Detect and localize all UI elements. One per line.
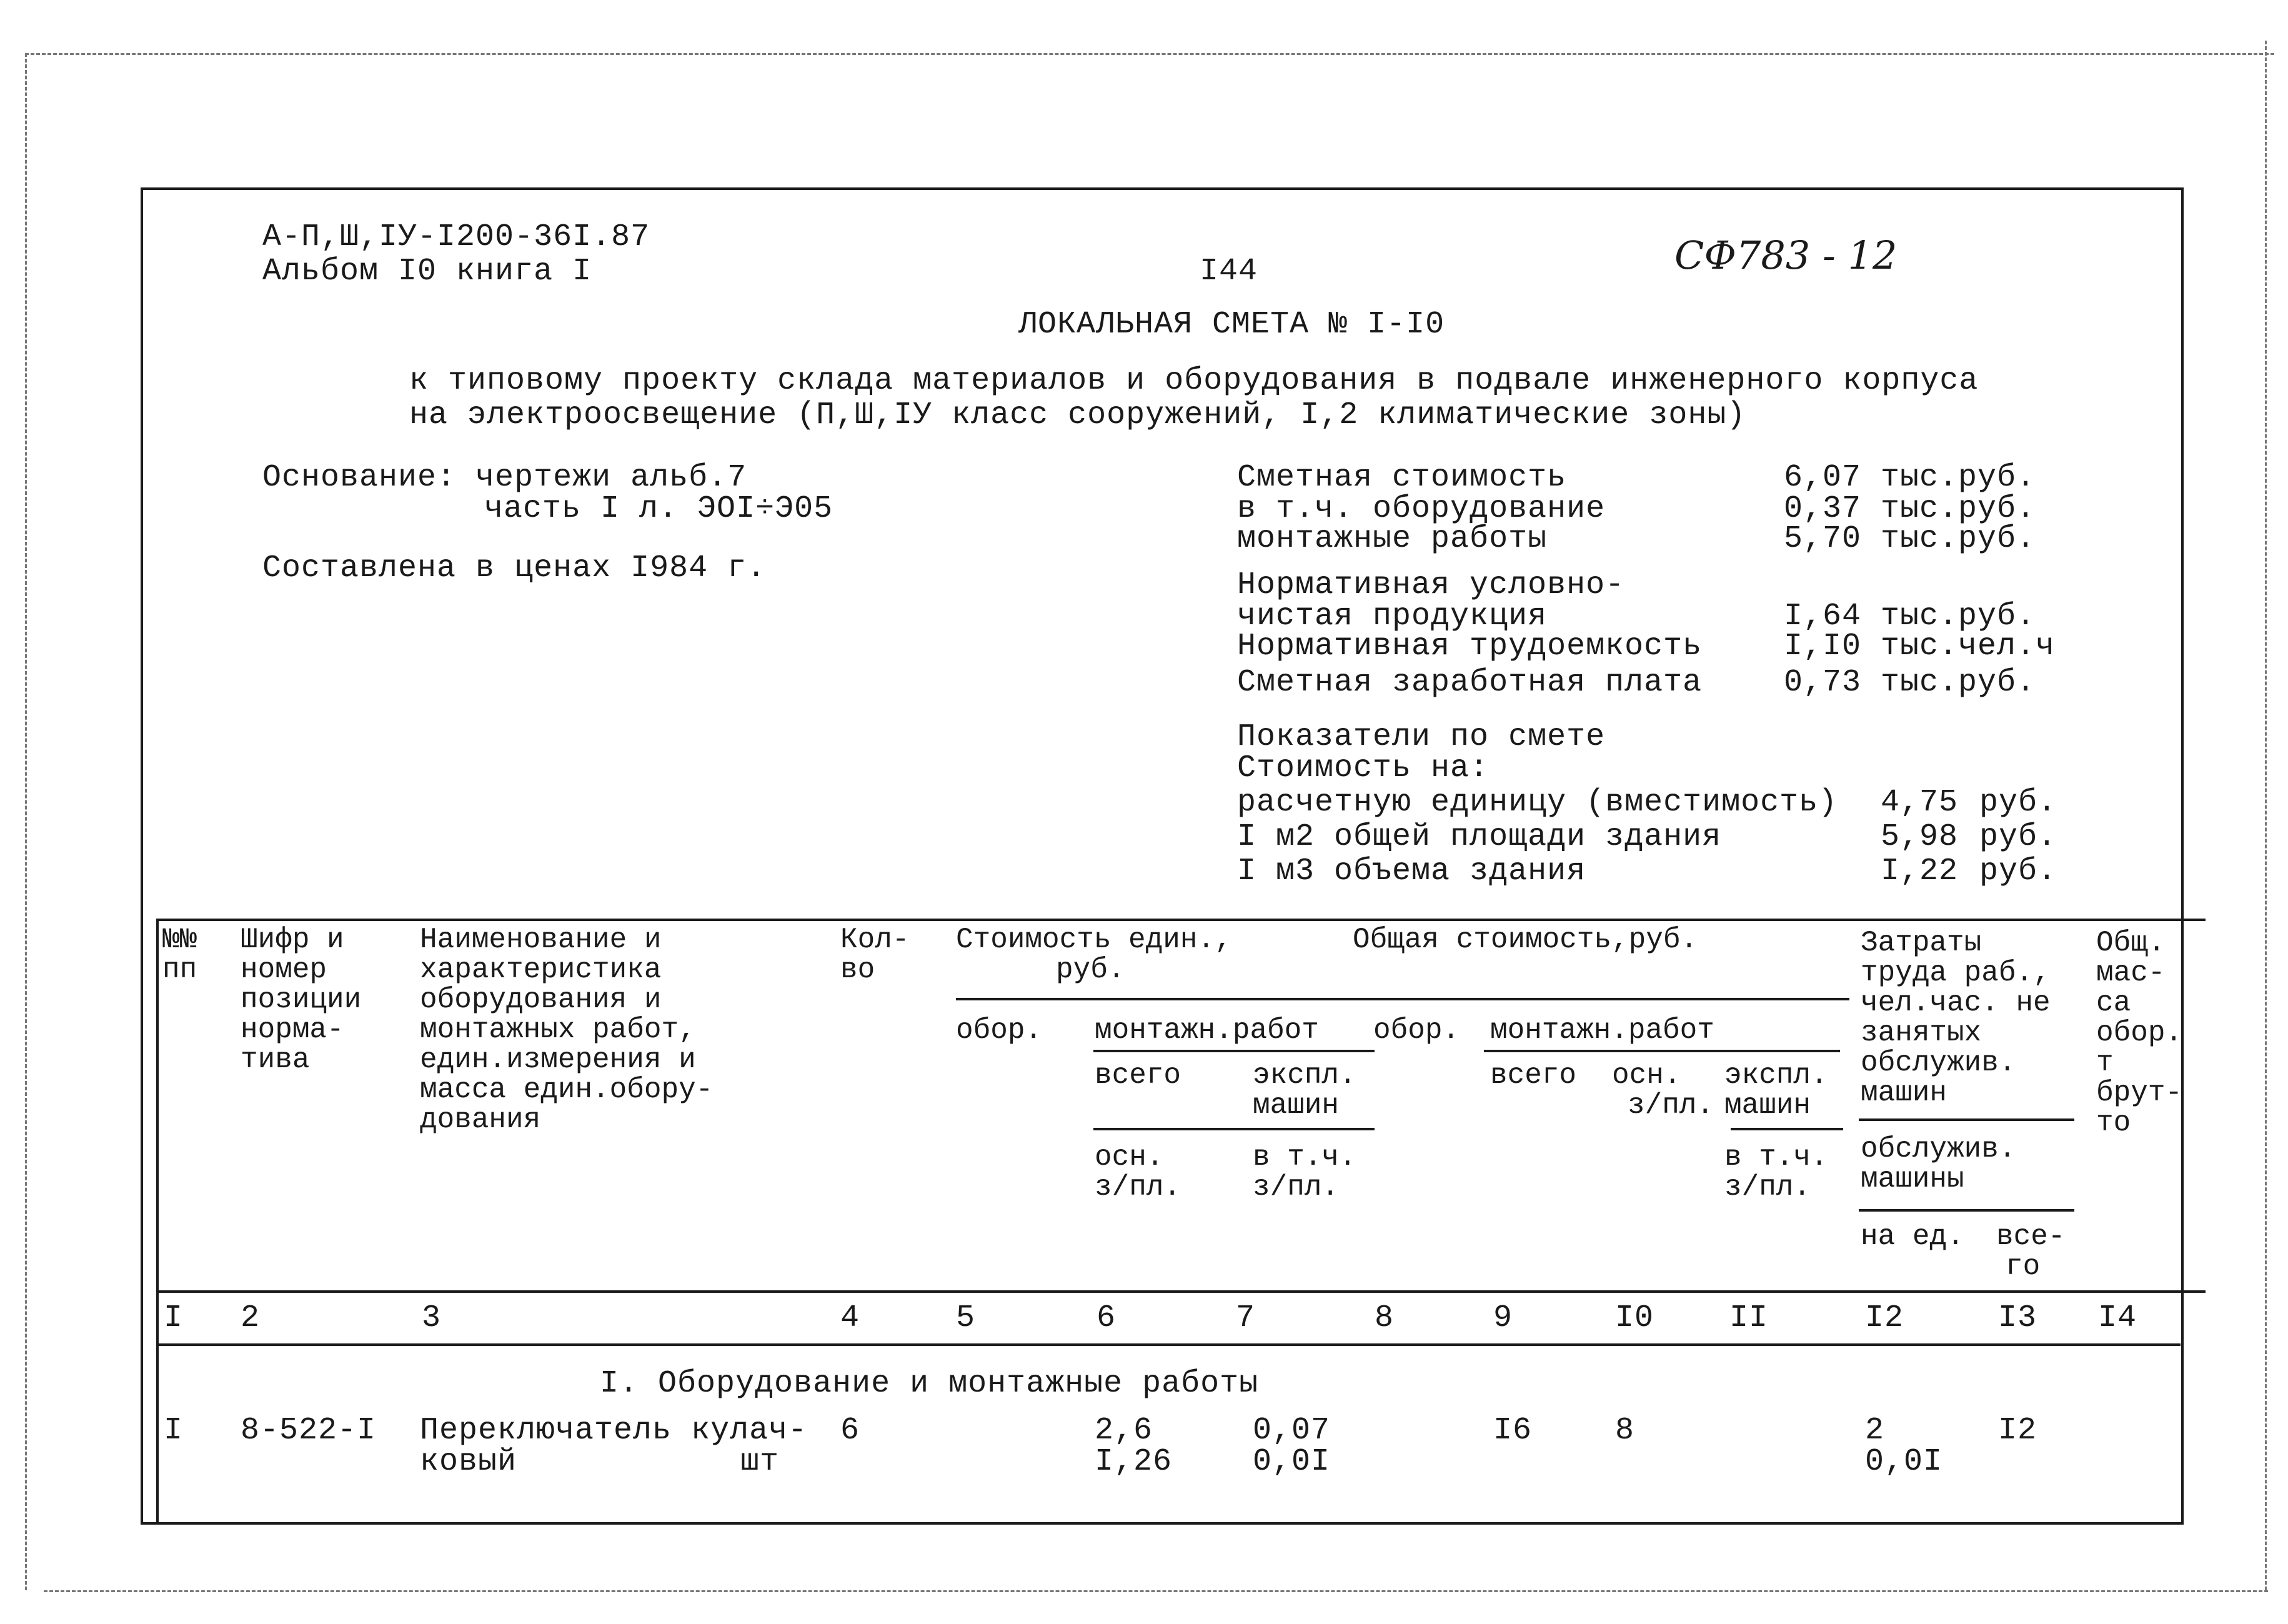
column-number: ІІ bbox=[1729, 1300, 1769, 1336]
summary-label: чистая продукция bbox=[1237, 599, 1548, 634]
summary-value: І,64 bbox=[1784, 599, 1862, 634]
column-number: 5 bbox=[956, 1300, 976, 1336]
row-c12-bottom: 0,0І bbox=[1865, 1444, 1943, 1480]
summary-unit: тыс.чел.ч bbox=[1881, 629, 2056, 664]
ekspl-1-header: экспл. машин bbox=[1253, 1059, 1356, 1122]
scan-frame-left bbox=[25, 53, 27, 1590]
rule-under-montazh-2 bbox=[1484, 1050, 1840, 1052]
obor-2-header: обор. bbox=[1373, 1014, 1460, 1047]
table-left-rule bbox=[156, 919, 159, 1525]
basis-line-2: часть І л. ЭОІ÷Э05 bbox=[484, 491, 833, 527]
row-name-line-1: Переключатель кулач- bbox=[420, 1413, 808, 1448]
ekspl-2-header: экспл. машин bbox=[1724, 1059, 1828, 1122]
rule-under-obsl bbox=[1859, 1209, 2074, 1212]
col4-header: Кол- во bbox=[840, 924, 910, 986]
summary-unit: тыс.руб. bbox=[1881, 521, 2036, 557]
total-cost-header: Общая стоимость,руб. bbox=[1353, 924, 1698, 956]
osn-1-header: осн. з/пл. bbox=[1095, 1141, 1181, 1203]
na-ed-header: на ед. bbox=[1861, 1220, 1964, 1253]
row-name-line-2: ковый bbox=[420, 1444, 517, 1480]
summary-value: І,І0 bbox=[1784, 629, 1862, 664]
column-numbers-bottom-rule bbox=[156, 1343, 2181, 1346]
summary-label: Нормативная трудоемкость bbox=[1237, 629, 1703, 664]
row-code: 8-522-І bbox=[241, 1413, 377, 1448]
indicator-label: расчетную единицу (вместимость) bbox=[1237, 785, 1838, 820]
estimate-subtitle-1: к типовому проекту склада материалов и оборудования в подвале инженерного корпуса bbox=[409, 363, 1979, 399]
summary-unit: тыс.руб. bbox=[1881, 491, 2036, 527]
scan-frame-right bbox=[2265, 41, 2267, 1590]
table-header-bottom-rule bbox=[156, 1290, 2206, 1293]
summary-label: Нормативная условно- bbox=[1237, 567, 1625, 603]
indicator-label: І м3 объема здания bbox=[1237, 854, 1586, 889]
summary-unit: тыс.руб. bbox=[1881, 599, 2036, 634]
row-c6-bottom: І,26 bbox=[1095, 1444, 1173, 1480]
vsego-2-header: всего bbox=[1490, 1059, 1577, 1092]
obor-1-header: обор. bbox=[956, 1014, 1043, 1047]
row-unit: шт bbox=[740, 1444, 780, 1480]
indicator-label: І м2 общей площади здания bbox=[1237, 819, 1722, 855]
section-title: І. Оборудование и монтажные работы bbox=[600, 1366, 1259, 1402]
indicator-unit: руб. bbox=[1979, 854, 2057, 889]
rule-under-ekspl-1 bbox=[1093, 1128, 1375, 1130]
vsego-1-header: всего bbox=[1095, 1059, 1181, 1092]
indicator-unit: руб. bbox=[1979, 785, 2057, 820]
summary-label: Сметная заработная плата bbox=[1237, 665, 1703, 700]
page-number: І44 bbox=[1200, 254, 1258, 289]
obsl-header: обслужив. машины bbox=[1861, 1133, 2016, 1195]
table-top-rule bbox=[156, 919, 2206, 921]
rule-under-unit-cost bbox=[956, 998, 1849, 1000]
col3-header: Наименование и характеристика оборудования и монтажных работ, един.измерения и масса един.обору- дования bbox=[420, 924, 714, 1136]
column-number: 2 bbox=[241, 1300, 261, 1336]
osn-2-header: осн. з/пл. bbox=[1612, 1059, 1714, 1122]
estimate-subtitle-2: на электроосвещение (П,Ш,ІУ класс сооружений, І,2 климатические зоны) bbox=[409, 397, 1746, 433]
indicator-value: І,22 bbox=[1881, 854, 1959, 889]
row-c7-bottom: 0,0І bbox=[1253, 1444, 1331, 1480]
column-number: І bbox=[164, 1300, 184, 1336]
prices-year: Составлена в ценах І984 г. bbox=[262, 550, 767, 586]
row-c6-top: 2,6 bbox=[1095, 1413, 1153, 1448]
column-number: 9 bbox=[1493, 1300, 1513, 1336]
mass-header: Общ. мас- са обор. т брут- то bbox=[2096, 927, 2183, 1139]
row-c9: І6 bbox=[1493, 1413, 1533, 1448]
summary-value: 6,07 bbox=[1784, 460, 1862, 496]
unit-cost-header: Стоимость един., руб. bbox=[956, 924, 1232, 986]
column-number: І2 bbox=[1865, 1300, 1904, 1336]
summary-unit: тыс.руб. bbox=[1881, 665, 2036, 700]
summary-unit: тыс.руб. bbox=[1881, 460, 2036, 496]
vsego-3-header: все- го bbox=[1996, 1220, 2066, 1283]
scan-frame-top bbox=[25, 53, 2274, 55]
album-label: Альбом І0 книга І bbox=[262, 254, 592, 289]
column-number: І3 bbox=[1998, 1300, 2037, 1336]
col2-header: Шифр и номер позиции норма- тива bbox=[241, 924, 362, 1076]
vtch-2-header: в т.ч. з/пл. bbox=[1724, 1141, 1828, 1203]
estimate-title: ЛОКАЛЬНАЯ СМЕТА № І-І0 bbox=[1018, 307, 1445, 342]
column-number: І0 bbox=[1615, 1300, 1654, 1336]
column-number: 3 bbox=[422, 1300, 442, 1336]
summary-value: 0,73 bbox=[1784, 665, 1862, 700]
summary-value: 0,37 bbox=[1784, 491, 1862, 527]
rule-under-ekspl-2 bbox=[1731, 1128, 1843, 1130]
column-number: 7 bbox=[1236, 1300, 1256, 1336]
summary-label: Сметная стоимость bbox=[1237, 460, 1567, 496]
summary-value: 5,70 bbox=[1784, 521, 1862, 557]
column-number: 6 bbox=[1097, 1300, 1117, 1336]
archive-code: СФ783 - 12 bbox=[1674, 232, 1898, 278]
col1-header: №№ пп bbox=[162, 924, 197, 986]
row-c7-top: 0,07 bbox=[1253, 1413, 1331, 1448]
column-number: І4 bbox=[2098, 1300, 2137, 1336]
indicators-title: Показатели по смете bbox=[1237, 719, 1606, 755]
montazh-1-header: монтажн.работ bbox=[1095, 1014, 1319, 1047]
row-c13: І2 bbox=[1998, 1413, 2037, 1448]
row-number: І bbox=[164, 1413, 184, 1448]
montazh-2-header: монтажн.работ bbox=[1490, 1014, 1714, 1047]
basis-line-1: Основание: чертежи альб.7 bbox=[262, 460, 747, 496]
doc-code: А-П,Ш,ІУ-І200-36І.87 bbox=[262, 219, 650, 255]
row-c10: 8 bbox=[1615, 1413, 1635, 1448]
row-c12-top: 2 bbox=[1865, 1413, 1885, 1448]
column-number: 4 bbox=[840, 1300, 860, 1336]
summary-label: в т.ч. оборудование bbox=[1237, 491, 1606, 527]
indicator-value: 4,75 bbox=[1881, 785, 1959, 820]
indicator-unit: руб. bbox=[1979, 819, 2057, 855]
labor-header: Затраты труда раб., чел.час. не занятых обслужив. машин bbox=[1861, 927, 2051, 1109]
indicator-value: 5,98 bbox=[1881, 819, 1959, 855]
vtch-1-header: в т.ч. з/пл. bbox=[1253, 1141, 1356, 1203]
column-number: 8 bbox=[1375, 1300, 1395, 1336]
indicators-subtitle: Стоимость на: bbox=[1237, 750, 1490, 786]
rule-under-montazh-1 bbox=[1093, 1050, 1375, 1052]
row-qty: 6 bbox=[840, 1413, 860, 1448]
scan-frame-bottom bbox=[44, 1590, 2268, 1592]
summary-label: монтажные работы bbox=[1237, 521, 1548, 557]
rule-under-labor bbox=[1859, 1118, 2074, 1121]
